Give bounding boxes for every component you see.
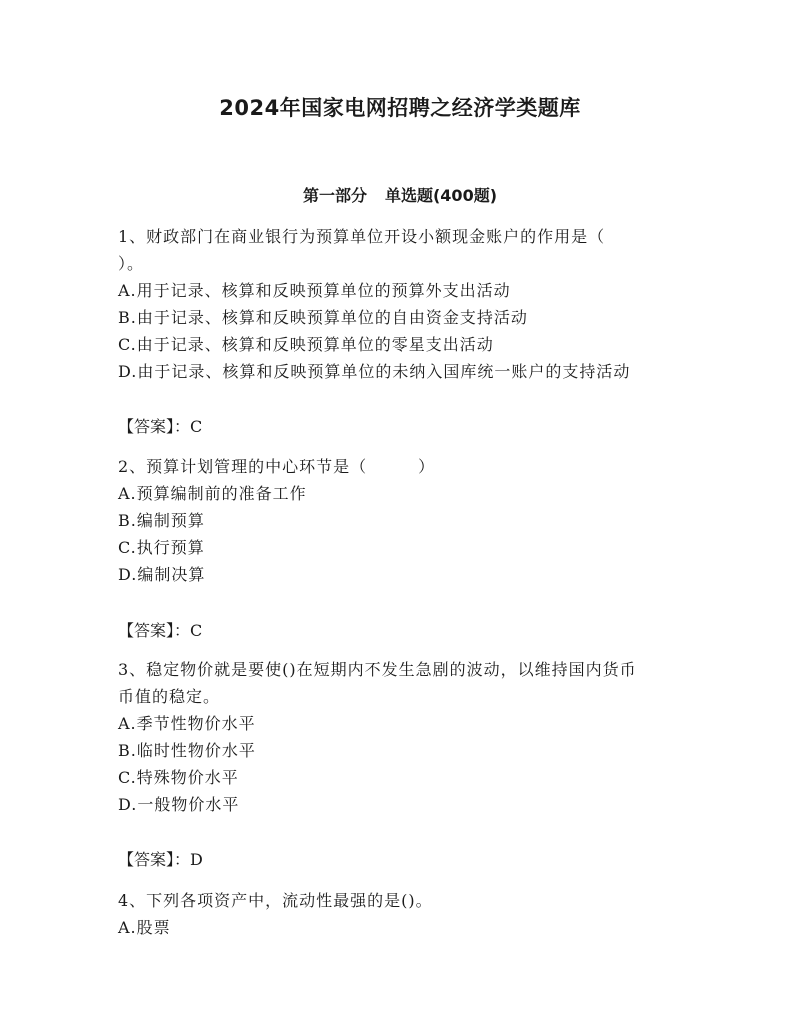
question-1-option-b: B.由于记录、核算和反映预算单位的自由资金支持活动 [118,308,528,327]
question-1-stem-line2: ）。 [118,254,145,273]
question-1-option-a: A.用于记录、核算和反映预算单位的预算外支出活动 [118,281,511,300]
answer-label: 【答案】： [118,417,191,436]
section-heading [0,183,800,206]
question-3-option-c: C.特殊物价水平 [118,768,239,787]
question-1-stem-line1: 1、财政部门在商业银行为预算单位开设小额现金账户的作用是（ [118,227,606,246]
question-3-option-a: A.季节性物价水平 [118,714,256,733]
question-2-stem: 2、预算计划管理的中心环节是（ ） [118,457,436,476]
question-3-answer [118,849,204,871]
question-2-option-c: C.执行预算 [118,538,205,557]
question-1-option-c: C.由于记录、核算和反映预算单位的零星支出活动 [118,335,494,354]
answer-label: 【答案】： [118,850,191,869]
question-2-option-d: D.编制决算 [118,565,206,584]
question-2-answer [118,620,203,642]
section-name: 单选题(400题) [384,186,498,205]
answer-value: D [190,850,204,869]
answer-value: C [190,621,204,640]
question-2-option-a: A.预算编制前的准备工作 [118,484,307,503]
question-3-stem-line2: 币值的稳定。 [118,687,221,706]
question-2-option-b: B.编制预算 [118,511,205,530]
document-title: 2024年国家电网招聘之经济学类题库 [219,96,581,120]
section-part: 第一部分 [302,186,367,205]
question-4-stem: 4、下列各项资产中，流动性最强的是()。 [118,891,433,910]
answer-label: 【答案】： [118,621,191,640]
question-1-answer [118,416,203,438]
answer-value: C [190,417,204,436]
question-3-option-b: B.临时性物价水平 [118,741,256,760]
question-1-option-d: D.由于记录、核算和反映预算单位的未纳入国库统一账户的支持活动 [118,362,631,381]
question-3-stem-line1: 3、稳定物价就是要使()在短期内不发生急剧的波动，以维持国内货币 [118,660,637,679]
question-3-option-d: D.一般物价水平 [118,795,240,814]
question-4-option-a: A.股票 [118,918,171,937]
